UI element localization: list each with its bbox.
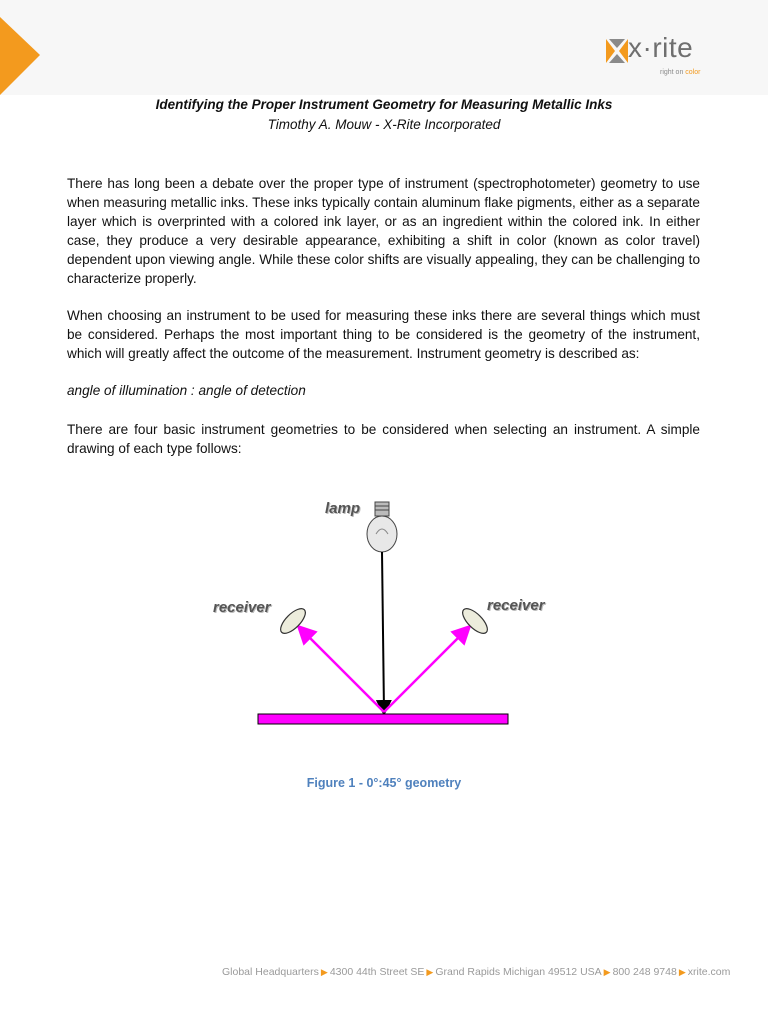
- footer-arrow-icon: ▶: [678, 967, 686, 977]
- paragraph-2: When choosing an instrument to be used for measuring these inks there are several things which must be considered. Perhaps the most important thing to be considered is the geometry of the instrument, which will greatly affect the outcome of the measurement. Instrument geometry is described as:: [67, 308, 700, 361]
- footer-arrow-icon: ▶: [603, 967, 611, 977]
- xrite-logo: [606, 32, 716, 80]
- document-author: Timothy A. Mouw - X-Rite Incorporated: [267, 117, 501, 132]
- receiver-left-label: receiver: [213, 599, 271, 616]
- figure-caption: Figure 1 - 0°:45° geometry: [306, 776, 462, 790]
- footer-arrow-icon: ▶: [320, 967, 328, 977]
- footer-arrow-icon: ▶: [426, 967, 434, 977]
- footer-web-link[interactable]: xrite.com: [687, 966, 731, 978]
- paragraph-1: There has long been a debate over the proper type of instrument (spectrophotometer) geometry to use when measuring metallic inks. These inks typically contain aluminum flake pigments, either as a separate layer which is overprinted with a colored ink layer, or as an ingredient within the colored ink. In either case, they produce a very desirable appearance, exhibiting a shift in color (known as color travel) dependent upon viewing angle. While these color shifts are visually appealing, they can be challenging to characterize properly.: [67, 176, 700, 286]
- brand-tagline: right on color: [660, 69, 701, 76]
- sample-surface: [258, 714, 508, 724]
- reflect-beam-left: [300, 628, 384, 712]
- brand-name: x·rite: [628, 32, 694, 63]
- xrite-mark-icon: [606, 39, 628, 63]
- document-title: Identifying the Proper Instrument Geometry for Measuring Metallic Inks: [155, 97, 613, 112]
- lamp-label: lamp: [325, 500, 361, 517]
- receiver-right-label: receiver: [487, 597, 545, 614]
- geometry-figure: [200, 490, 570, 740]
- paragraph-4: There are four basic instrument geometries to be considered when selecting an instrument. A simple drawing of each type follows:: [67, 422, 700, 456]
- paragraph-3: angle of illumination : angle of detection: [67, 383, 306, 398]
- reflect-beam-right: [384, 628, 468, 712]
- lamp-bulb-icon: [367, 502, 397, 552]
- footer-address: Global Headquarters ▶ 4300 44th Street SE ▶ Grand Rapids Michigan 49512 USA ▶ 800 248 9748 ▶ xrite.com: [222, 966, 731, 978]
- incident-beam: [382, 552, 384, 712]
- corner-triangle-icon: [0, 0, 42, 95]
